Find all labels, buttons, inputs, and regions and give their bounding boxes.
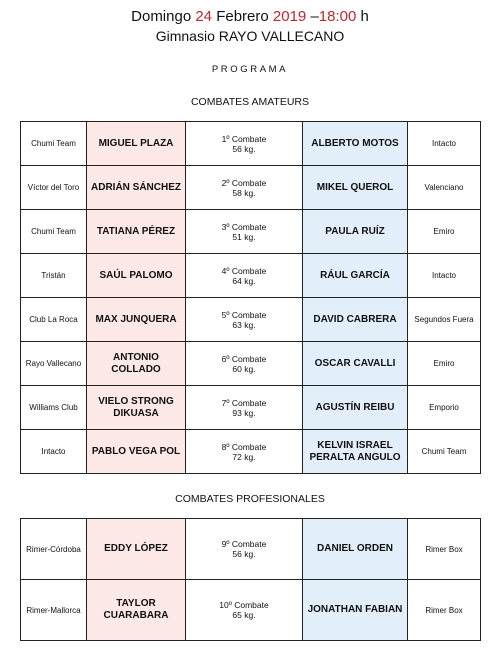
combat-weight: 64 kg. [232, 275, 256, 286]
fighter1-club: Chumi Team [21, 122, 87, 166]
combat-weight: 58 kg. [232, 187, 256, 198]
fighter1-name: MAX JUNQUERA [87, 298, 186, 342]
combat-weight: 56 kg. [232, 143, 256, 154]
event-date-time [0, 8, 500, 25]
pro-fights-table [20, 518, 481, 641]
combat-number: 4º Combate [221, 265, 267, 276]
fighter1-name: TAYLOR CUARABARA [87, 580, 186, 641]
event-separator: – [310, 8, 319, 25]
event-year: 2019 [272, 8, 307, 25]
fight-row [21, 580, 481, 641]
fighter2-name: KELVIN ISRAEL PERALTA ANGULO [303, 430, 408, 474]
fight-row [21, 298, 481, 342]
combat-number: 8º Combate [221, 441, 267, 452]
combat-number: 3º Combate [221, 221, 267, 232]
fighter2-club: Intacto [408, 122, 481, 166]
event-time-suffix: h [360, 8, 369, 25]
fighter1-club: Rimer-Córdoba [21, 519, 87, 580]
pro-section-title: COMBATES PROFESIONALES [175, 493, 325, 505]
event-venue: Gimnasio RAYO VALLECANO [155, 28, 345, 44]
combat-weight: 51 kg. [232, 231, 256, 242]
combat-weight: 56 kg. [232, 549, 256, 559]
event-month: Febrero [216, 8, 269, 25]
combat-info [186, 122, 303, 166]
fighter1-club: Chumi Team [21, 210, 87, 254]
combat-weight: 72 kg. [232, 451, 256, 462]
amateur-fights-table [20, 121, 481, 474]
combat-number: 2º Combate [221, 177, 267, 188]
fight-row [21, 342, 481, 386]
combat-info [186, 210, 303, 254]
fighter2-name: AGUSTÍN REIBU [303, 386, 408, 430]
fighter2-name: RÁUL GARCÍA [303, 254, 408, 298]
fighter1-name: TATIANA PÉREZ [87, 210, 186, 254]
combat-info [186, 166, 303, 210]
fighter2-club: Segundos Fuera [408, 298, 481, 342]
fight-row [21, 519, 481, 580]
fighter2-name: DANIEL ORDEN [303, 519, 408, 580]
fighter2-club: Emporio [408, 386, 481, 430]
fight-row [21, 254, 481, 298]
combat-info [186, 298, 303, 342]
fighter2-club: Emiro [408, 210, 481, 254]
fighter1-club: Rayo Vallecano [21, 342, 87, 386]
combat-info [186, 580, 303, 641]
combat-weight: 65 kg. [232, 610, 256, 620]
combat-number: 1º Combate [221, 133, 267, 144]
fighter2-club: Emiro [408, 342, 481, 386]
fight-row [21, 122, 481, 166]
fighter2-club: Rimer Box [408, 519, 481, 580]
fighter1-name: VIELO STRONG DIKUASA [87, 386, 186, 430]
event-time: 18:00 [318, 8, 357, 25]
fighter1-name: ANTONIO COLLADO [87, 342, 186, 386]
combat-weight: 60 kg. [232, 363, 256, 374]
event-day: Domingo [131, 8, 192, 25]
fighter2-name: MIKEL QUEROL [303, 166, 408, 210]
combat-info [186, 430, 303, 474]
fight-row [21, 210, 481, 254]
combat-info [186, 386, 303, 430]
combat-number: 5º Combate [221, 309, 267, 320]
fighter1-club: Víctor del Toro [21, 166, 87, 210]
fight-row [21, 166, 481, 210]
fighter2-name: JONATHAN FABIAN [303, 580, 408, 641]
combat-number: 6º Combate [221, 353, 267, 364]
fighter1-name: MIGUEL PLAZA [87, 122, 186, 166]
fighter2-club: Rimer Box [408, 580, 481, 641]
fighter1-club: Williams Club [21, 386, 87, 430]
combat-weight: 93 kg. [232, 407, 256, 418]
fighter1-club: Intacto [21, 430, 87, 474]
fighter1-name: EDDY LÓPEZ [87, 519, 186, 580]
fighter1-club: Club La Roca [21, 298, 87, 342]
fighter1-club: Rimer-Mallorca [21, 580, 87, 641]
fighter2-club: Valenciano [408, 166, 481, 210]
amateur-section-title: COMBATES AMATEURS [190, 96, 310, 108]
fighter1-name: PABLO VEGA POL [87, 430, 186, 474]
fighter2-name: ALBERTO MOTOS [303, 122, 408, 166]
fighter2-club: Intacto [408, 254, 481, 298]
fighter2-club: Chumi Team [408, 430, 481, 474]
fight-row [21, 430, 481, 474]
combat-number: 7º Combate [221, 397, 267, 408]
fighter1-name: SAÚL PALOMO [87, 254, 186, 298]
combat-number: 9º Combate [221, 539, 267, 549]
fighter1-name: ADRIÁN SÁNCHEZ [87, 166, 186, 210]
fight-row [21, 386, 481, 430]
combat-info [186, 519, 303, 580]
program-heading: PROGRAMA [211, 64, 289, 75]
fighter2-name: OSCAR CAVALLI [303, 342, 408, 386]
combat-info [186, 254, 303, 298]
fighter1-club: Tristán [21, 254, 87, 298]
combat-number: 10º Combate [219, 600, 269, 610]
combat-info [186, 342, 303, 386]
event-date-number: 24 [195, 8, 213, 25]
fighter2-name: DAVID CABRERA [303, 298, 408, 342]
fighter2-name: PAULA RUÍZ [303, 210, 408, 254]
combat-weight: 63 kg. [232, 319, 256, 330]
